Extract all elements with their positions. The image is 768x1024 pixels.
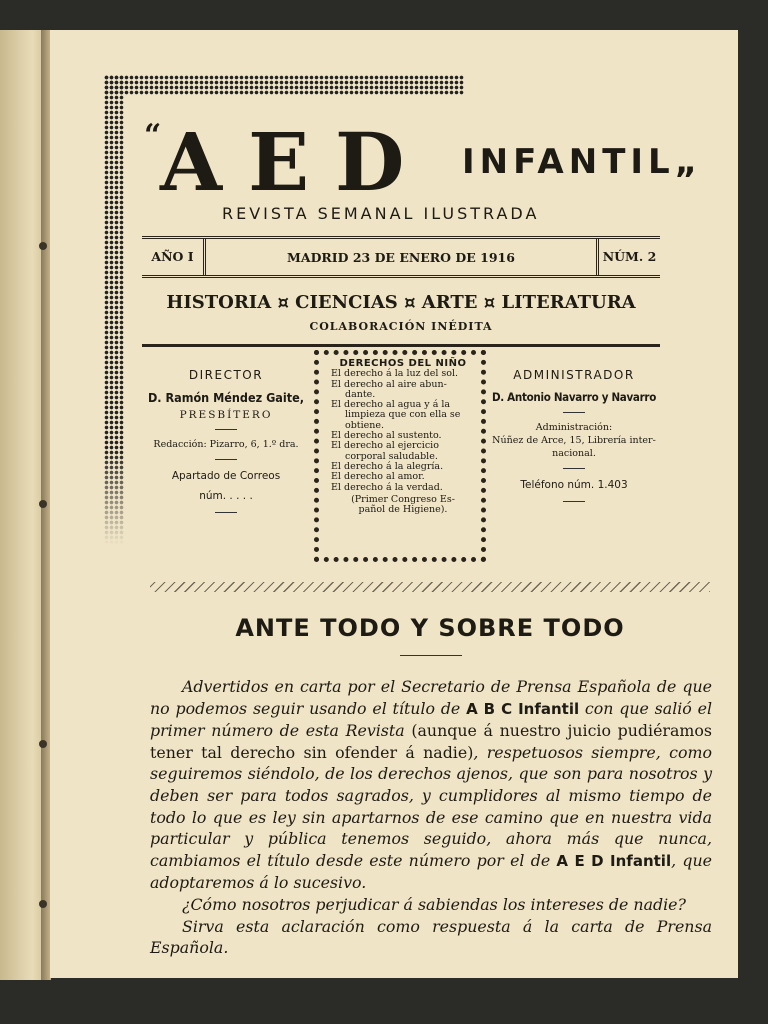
- rights-line: El derecho al aire abun-: [331, 378, 447, 390]
- director-column: [142, 368, 310, 521]
- administration-label: Administración:: [535, 422, 613, 433]
- divider: [563, 412, 585, 413]
- binding-hole: [39, 242, 47, 250]
- text-run: Advertidos en carta por el Secretario de Prensa Española de que no podemos seguir usando el título de: [150, 677, 712, 718]
- po-box-line-1: Apartado de Correos: [171, 470, 281, 482]
- rights-line: dante.: [345, 388, 376, 400]
- ornament-divider: [150, 582, 710, 592]
- text-run-parenthetical: (aunque á nuestro juicio pudiéramos tener tal derecho sin ofender á nadie): [150, 721, 712, 762]
- rights-line: El derecho al agua y á la: [331, 399, 451, 411]
- administrator-column: [488, 368, 660, 510]
- article-title: ANTE TODO Y SOBRE TODO: [235, 614, 625, 642]
- issue-info-bar: [142, 236, 660, 278]
- rights-line: limpieza que con ella se: [345, 409, 461, 421]
- divider: [215, 512, 237, 513]
- childrens-rights-box: [314, 350, 486, 562]
- rights-line: El derecho al ejercicio: [331, 440, 439, 452]
- administration-address-cont: nacional.: [552, 448, 596, 459]
- editorial-address: Redacción: Pizarro, 6, 1.º dra.: [153, 439, 299, 450]
- ornament-border-left: [104, 75, 124, 545]
- text-run: , respetuosos siempre, como seguiremos siéndolo, de los derechos ajenos, que son para nosotros y deben ser para todos sagrados, y cumplidores al mismo tiempo de todo lo que es ley sin apartarnos de ese camino que en nuestra vida particular y pública tenemos seguido, ahora más que nunca, cambiamos el título desde este número por el de: [150, 742, 712, 870]
- title-underline: [400, 655, 462, 656]
- po-box-line-2: núm. . . . .: [199, 490, 253, 502]
- divider: [215, 459, 237, 460]
- director-role: DIRECTOR: [188, 368, 264, 382]
- rights-title: DERECHOS DEL NIÑO: [339, 358, 467, 369]
- administration-address: Núñez de Arce, 15, Librería inter-: [492, 435, 656, 446]
- sections-line: HISTORIA ¤ CIENCIAS ¤ ARTE ¤ LITERATURA: [166, 292, 636, 313]
- director-name: D. Ramón Méndez Gaite,: [147, 390, 305, 405]
- divider: [215, 429, 237, 430]
- text-run: con que salió el primer número de esta Revista: [150, 698, 712, 741]
- rights-line: El derecho á la verdad.: [331, 481, 443, 493]
- rights-line: El derecho al sustento.: [331, 430, 442, 442]
- masthead-title: AED: [160, 115, 431, 209]
- phone-number: Teléfono núm. 1.403: [520, 479, 628, 491]
- rights-line: El derecho á la alegría.: [331, 460, 444, 472]
- divider: [563, 468, 585, 469]
- rights-line: El derecho á la luz del sol.: [331, 368, 459, 380]
- director-title: PRESBÍTERO: [179, 409, 273, 421]
- rights-note: pañol de Higiene).: [358, 504, 448, 516]
- divider: [563, 501, 585, 502]
- article-body: [150, 676, 712, 959]
- title-open-quote: “: [144, 118, 162, 153]
- text-run: , que adoptaremos á lo sucesivo.: [150, 850, 712, 893]
- rights-note: (Primer Congreso Es-: [351, 493, 455, 505]
- issue-date: MADRID 23 DE ENERO DE 1916: [287, 249, 515, 265]
- article-paragraph: ¿Cómo nosotros perjudicar á sabiendas los intereses de nadie?: [182, 894, 686, 914]
- article-paragraph: [150, 676, 712, 894]
- issue-year: AÑO I: [142, 239, 206, 275]
- old-title-mention: A B C Infantil: [466, 699, 580, 718]
- article-paragraph: Sirva esta aclaración como respuesta á la carta de Prensa Española.: [150, 916, 712, 958]
- masthead-title-suffix: INFANTIL„: [462, 142, 703, 182]
- new-title-mention: A E D Infantil: [556, 851, 672, 870]
- rights-line: El derecho al amor.: [331, 471, 425, 483]
- masthead-subtitle: REVISTA SEMANAL ILUSTRADA: [222, 204, 540, 223]
- binding-hole: [39, 740, 47, 748]
- magazine-page: [50, 30, 738, 978]
- rights-line: corporal saludable.: [345, 450, 438, 462]
- administrator-name: D. Antonio Navarro y Navarro: [491, 390, 657, 404]
- binding-hole: [39, 500, 47, 508]
- binding-hole: [39, 900, 47, 908]
- header-rule: [142, 344, 660, 347]
- collaboration-line: COLABORACIÓN INÉDITA: [309, 320, 493, 333]
- issue-number: NÚM. 2: [596, 239, 660, 275]
- rights-line: obtiene.: [345, 419, 385, 431]
- administrator-role: ADMINISTRADOR: [513, 368, 635, 382]
- ornament-border-top: [104, 75, 464, 95]
